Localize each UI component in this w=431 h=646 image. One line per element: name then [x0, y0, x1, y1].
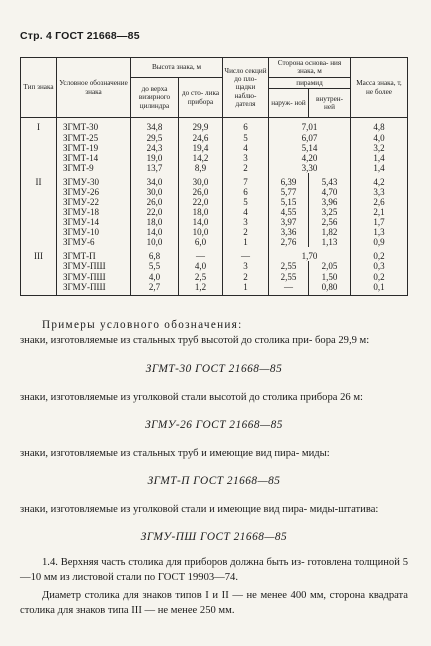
cell-side-outer: 2,76 [269, 237, 309, 247]
examples-block [20, 318, 408, 618]
cell-height-table: — [179, 247, 223, 261]
cell-designation: ЗГМТ-14 [57, 153, 131, 163]
cell-type [21, 133, 57, 143]
cell-mass: 0,1 [351, 282, 408, 296]
cell-designation: ЗГМТ-30 [57, 118, 131, 133]
cell-height-table: 19,4 [179, 143, 223, 153]
cell-height-top: 29,5 [131, 133, 179, 143]
cell-designation: ЗГМУ-30 [57, 173, 131, 187]
cell-type [21, 207, 57, 217]
cell-side-inner: 1,13 [309, 237, 351, 247]
col-type-header: Тип знака [21, 58, 57, 118]
cell-height-table: 14,2 [179, 153, 223, 163]
cell-mass: 1,3 [351, 227, 408, 237]
cell-mass: 1,7 [351, 217, 408, 227]
cell-height-table: 10,0 [179, 227, 223, 237]
cell-type [21, 163, 57, 173]
cell-mass: 4,2 [351, 173, 408, 187]
cell-type [21, 153, 57, 163]
cell-type [21, 187, 57, 197]
cell-mass: 2,6 [351, 197, 408, 207]
cell-height-table: 14,0 [179, 217, 223, 227]
cell-sections: 2 [223, 163, 269, 173]
cell-height-top: 6,8 [131, 247, 179, 261]
cell-height-top: 10,0 [131, 237, 179, 247]
cell-designation: ЗГМТ-П [57, 247, 131, 261]
cell-side-merged: 4,20 [269, 153, 351, 163]
cell-mass: 0,2 [351, 247, 408, 261]
table-row [21, 272, 408, 282]
example-4-code: ЗГМУ-ПШ ГОСТ 21668—85 [140, 531, 288, 543]
signs-table [20, 57, 408, 296]
cell-sections: — [223, 247, 269, 261]
cell-designation: ЗГМУ-ПШ [57, 272, 131, 282]
cell-side-merged: 5,14 [269, 143, 351, 153]
cell-height-top: 34,8 [131, 118, 179, 133]
cell-side-merged: 6,07 [269, 133, 351, 143]
cell-side-outer: 4,55 [269, 207, 309, 217]
cell-side-outer: 6,39 [269, 173, 309, 187]
cell-side-inner: 5,43 [309, 173, 351, 187]
examples-title: Примеры условного обозначения: [42, 319, 243, 331]
table-row [21, 153, 408, 163]
cell-mass: 1,4 [351, 163, 408, 173]
cell-side-inner: 1,82 [309, 227, 351, 237]
cell-type: II [21, 173, 57, 187]
cell-sections: 3 [223, 153, 269, 163]
cell-side-merged: 7,01 [269, 118, 351, 133]
table-row [21, 118, 408, 133]
cell-height-table: 2,5 [179, 272, 223, 282]
cell-side-outer: 2,55 [269, 272, 309, 282]
col-height-group-header: Высота знака, м [131, 58, 223, 78]
cell-sections: 6 [223, 187, 269, 197]
cell-side-inner: 4,70 [309, 187, 351, 197]
example-2-code: ЗГМУ-26 ГОСТ 21668—85 [145, 419, 283, 431]
cell-height-top: 5,5 [131, 261, 179, 271]
cell-height-top: 19,0 [131, 153, 179, 163]
cell-height-top: 14,0 [131, 227, 179, 237]
cell-type [21, 197, 57, 207]
cell-designation: ЗГМУ-6 [57, 237, 131, 247]
cell-sections: 3 [223, 261, 269, 271]
cell-type [21, 272, 57, 282]
cell-height-top: 18,0 [131, 217, 179, 227]
cell-side-inner: 1,50 [309, 272, 351, 282]
cell-designation: ЗГМУ-14 [57, 217, 131, 227]
cell-designation: ЗГМУ-ПШ [57, 282, 131, 296]
cell-sections: 6 [223, 118, 269, 133]
col-inner-header: внутрен- ней [309, 89, 351, 118]
cell-mass: 4,8 [351, 118, 408, 133]
table-row [21, 143, 408, 153]
table-row [21, 227, 408, 237]
cell-sections: 5 [223, 133, 269, 143]
cell-type: I [21, 118, 57, 133]
cell-height-table: 26,0 [179, 187, 223, 197]
table-row [21, 187, 408, 197]
cell-type [21, 217, 57, 227]
cell-side-outer: — [269, 282, 309, 296]
cell-sections: 1 [223, 237, 269, 247]
page-header: Стр. 4 ГОСТ 21668—85 [20, 30, 140, 42]
cell-mass: 0,9 [351, 237, 408, 247]
cell-type [21, 282, 57, 296]
cell-height-top: 26,0 [131, 197, 179, 207]
cell-height-table: 8,9 [179, 163, 223, 173]
table-row [21, 237, 408, 247]
cell-height-table: 18,0 [179, 207, 223, 217]
cell-designation: ЗГМУ-18 [57, 207, 131, 217]
cell-height-table: 24,6 [179, 133, 223, 143]
cell-type [21, 261, 57, 271]
cell-mass: 3,2 [351, 143, 408, 153]
cell-sections: 7 [223, 173, 269, 187]
table-row [21, 163, 408, 173]
example-2-text: знаки, изготовляемые из уголковой стали высотой до столика прибора 26 м: [20, 392, 363, 403]
cell-height-table: 4,0 [179, 261, 223, 271]
cell-designation: ЗГМТ-9 [57, 163, 131, 173]
cell-side-inner: 2,56 [309, 217, 351, 227]
cell-mass: 4,0 [351, 133, 408, 143]
cell-height-table: 29,9 [179, 118, 223, 133]
table-row [21, 133, 408, 143]
cell-side-outer: 2,55 [269, 261, 309, 271]
table-body [21, 118, 408, 295]
example-4-text: знаки, изготовляемые из уголковой стали и имеющие вид пира- миды-штатива: [20, 504, 379, 515]
cell-side-inner: 0,80 [309, 282, 351, 296]
cell-side-merged: 1,70 [269, 247, 351, 261]
cell-height-table: 6,0 [179, 237, 223, 247]
cell-sections: 3 [223, 217, 269, 227]
cell-side-inner: 3,96 [309, 197, 351, 207]
cell-height-top: 13,7 [131, 163, 179, 173]
table-row [21, 247, 408, 261]
col-pyramid-header: пирамид [269, 77, 351, 88]
cell-designation: ЗГМУ-26 [57, 187, 131, 197]
cell-side-inner: 3,25 [309, 207, 351, 217]
cell-designation: ЗГМУ-22 [57, 197, 131, 207]
cell-mass: 0,3 [351, 261, 408, 271]
cell-height-top: 34,0 [131, 173, 179, 187]
table-row [21, 261, 408, 271]
cell-height-top: 2,7 [131, 282, 179, 296]
cell-sections: 1 [223, 282, 269, 296]
cell-height-top: 24,3 [131, 143, 179, 153]
cell-height-table: 22,0 [179, 197, 223, 207]
col-outer-header: наруж- ной [269, 89, 309, 118]
cell-side-outer: 3,36 [269, 227, 309, 237]
cell-height-table: 30,0 [179, 173, 223, 187]
cell-height-table: 1,2 [179, 282, 223, 296]
example-3-code: ЗГМТ-П ГОСТ 21668—85 [147, 475, 281, 487]
cell-side-inner: 2,05 [309, 261, 351, 271]
cell-side-merged: 3,30 [269, 163, 351, 173]
cell-sections: 2 [223, 227, 269, 237]
col-height-top-header: до верха визирного цилиндра [131, 77, 179, 117]
cell-mass: 3,3 [351, 187, 408, 197]
col-sections-header: Число секций до пло- щадки наблю- дателя [223, 58, 269, 118]
table-row [21, 173, 408, 187]
cell-sections: 2 [223, 272, 269, 282]
cell-side-outer: 3,97 [269, 217, 309, 227]
example-1-text: знаки, изготовляемые из стальных труб высотой до столика при- бора 29,9 м: [20, 335, 370, 346]
section-1-4-diameter-paragraph: Диаметр столика для знаков типов I и II — не менее 400 мм, сторона квадрата столика для знаков типа III — не менее 250 мм. [20, 590, 408, 616]
table-row [21, 282, 408, 296]
cell-designation: ЗГМТ-25 [57, 133, 131, 143]
cell-mass: 2,1 [351, 207, 408, 217]
cell-height-top: 22,0 [131, 207, 179, 217]
cell-designation: ЗГМУ-ПШ [57, 261, 131, 271]
cell-designation: ЗГМТ-19 [57, 143, 131, 153]
cell-sections: 4 [223, 143, 269, 153]
section-1-4-paragraph: 1.4. Верхняя часть столика для приборов должна быть из- готовлена толщиной 5—10 мм из листовой стали по ГОСТ 19903—74. [20, 557, 408, 583]
col-side-group-header: Сторона основа- ния знака, м [269, 58, 351, 78]
cell-height-top: 30,0 [131, 187, 179, 197]
example-1-code: ЗГМТ-30 ГОСТ 21668—85 [145, 363, 283, 375]
cell-type [21, 227, 57, 237]
cell-sections: 4 [223, 207, 269, 217]
cell-mass: 0,2 [351, 272, 408, 282]
table-row [21, 207, 408, 217]
cell-type [21, 237, 57, 247]
cell-mass: 1,4 [351, 153, 408, 163]
cell-designation: ЗГМУ-10 [57, 227, 131, 237]
cell-side-outer: 5,15 [269, 197, 309, 207]
cell-type [21, 143, 57, 153]
col-mass-header: Масса знака, т, не более [351, 58, 408, 118]
cell-side-outer: 5,77 [269, 187, 309, 197]
cell-type: III [21, 247, 57, 261]
col-height-table-header: до сто- лика прибора [179, 77, 223, 117]
cell-height-top: 4,0 [131, 272, 179, 282]
cell-sections: 5 [223, 197, 269, 207]
example-3-text: знаки, изготовляемые из стальных труб и имеющие вид пира- миды: [20, 448, 330, 459]
col-designation-header: Условное обозначение знака [57, 58, 131, 118]
table-row [21, 197, 408, 207]
table-row [21, 217, 408, 227]
